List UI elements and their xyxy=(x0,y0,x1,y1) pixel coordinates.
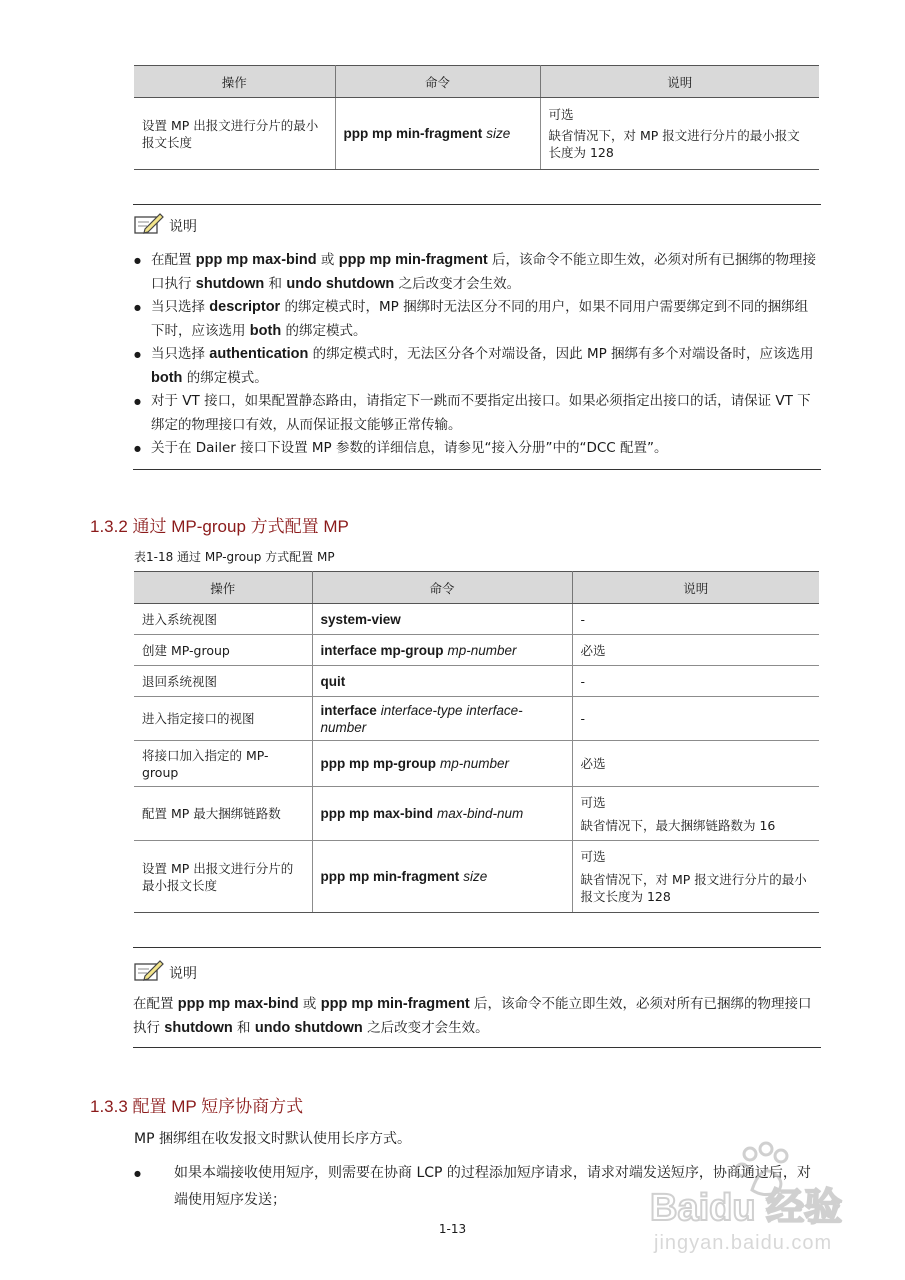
command-argument: size xyxy=(486,126,511,141)
cell-command xyxy=(312,741,572,787)
command-keyword: ppp mp min-fragment xyxy=(320,996,470,1012)
note-text xyxy=(133,992,821,1040)
text-run: 和 xyxy=(232,1020,255,1036)
command-argument: interface-type interface-number xyxy=(320,702,523,735)
cell-command xyxy=(312,635,572,666)
text-run: 之后改变才会生效。 xyxy=(394,275,521,292)
table-header-row xyxy=(134,572,819,604)
command-keyword: quit xyxy=(320,673,346,689)
command-argument: size xyxy=(463,869,488,884)
text-run: 当只选择 xyxy=(151,346,210,362)
desc-line: 缺省情况下，最大捆绑链路数为 16 xyxy=(580,817,776,833)
text-run: 的绑定模式时，MP 捆绑时无法区分不同的用户，如果不同用户需要绑定到不同的捆绑组下时，应该选用 xyxy=(151,299,809,339)
command-keyword: shutdown xyxy=(164,1020,233,1036)
desc-line: 缺省情况下，对 MP 报文进行分片的最小报文长度为 128 xyxy=(548,128,800,160)
header-command: 命令 xyxy=(335,66,540,98)
note-pencil-icon xyxy=(133,211,165,241)
command-keyword: undo shutdown xyxy=(254,1020,363,1036)
command-keyword: ppp mp min-fragment xyxy=(338,252,488,268)
text-run: 或 xyxy=(316,252,339,268)
command-keyword: authentication xyxy=(209,346,309,362)
desc-line: 必选 xyxy=(580,642,606,658)
note-header xyxy=(133,209,821,243)
command-keyword: ppp mp mp-group xyxy=(320,756,436,771)
text-run: 后，该命令不能立即生效，必须对所有已捆绑的物理接口执行 xyxy=(151,252,817,292)
cell-command xyxy=(312,697,572,741)
watermark-url: jingyan.baidu.com xyxy=(654,1232,833,1254)
cell-operation: 进入系统视图 xyxy=(134,604,312,635)
command-keyword: both xyxy=(151,369,183,386)
list-item xyxy=(133,296,821,343)
note-pencil-icon xyxy=(133,958,165,988)
desc-line: 可选 xyxy=(580,849,606,864)
cell-command xyxy=(312,841,572,913)
text-run: 或 xyxy=(298,996,321,1012)
note-header xyxy=(133,956,821,990)
table-row xyxy=(134,787,819,841)
desc-line: - xyxy=(580,611,586,627)
text-run: 在配置 xyxy=(151,252,196,268)
cell-description xyxy=(572,787,819,841)
desc-line: 必选 xyxy=(580,756,606,771)
text-run: 的绑定模式时，无法区分各个对端设备，因此 MP 捆绑有多个对端设备时，应该选用 xyxy=(308,346,814,362)
text-run: 对于 VT 接口，如果配置静态路由，请指定下一跳而不要指定出接口。如果必须指定出接口的话，请保证 VT 下绑定的物理接口有效，从而保证报文能够正常传输。 xyxy=(151,393,811,433)
text-run: 的绑定模式。 xyxy=(281,322,367,339)
text-run: 和 xyxy=(264,275,287,292)
command-keyword: ppp mp max-bind xyxy=(177,996,299,1012)
cell-operation: 配置 MP 最大捆绑链路数 xyxy=(134,787,312,841)
cell-operation: 将接口加入指定的 MP-group xyxy=(134,741,312,787)
header-command: 命令 xyxy=(312,572,572,604)
command-argument: mp-number xyxy=(439,756,509,771)
cell-command xyxy=(312,604,572,635)
note-label: 说明 xyxy=(169,966,197,982)
cell-command xyxy=(312,666,572,697)
desc-line: 可选 xyxy=(580,794,606,810)
cell-description xyxy=(572,741,819,787)
table-row xyxy=(134,741,819,787)
command-keyword: ppp mp max-bind xyxy=(195,252,317,268)
cell-description xyxy=(572,841,819,913)
table-row xyxy=(134,666,819,697)
command-keyword: system-view xyxy=(320,611,401,627)
bullet-text: 如果本端接收使用短序，则需要在协商 LCP 的过程添加短序请求，请求对端发送短序，协商通过后，对端使用短序发送； xyxy=(174,1165,811,1208)
desc-line: - xyxy=(580,673,586,689)
table-row xyxy=(134,604,819,635)
header-operation: 操作 xyxy=(134,66,335,98)
table-row xyxy=(134,841,819,913)
cell-description xyxy=(572,697,819,741)
cell-operation: 创建 MP-group xyxy=(134,635,312,666)
cell-command xyxy=(312,787,572,841)
text-run: 后，该命令不能立即生效，必须对所有已捆绑的物理接口执行 xyxy=(133,996,812,1036)
desc-line: 可选 xyxy=(548,107,574,122)
note-bullet-list xyxy=(133,249,821,461)
cell-operation: 设置 MP 出报文进行分片的最小报文长度 xyxy=(134,98,335,170)
list-item xyxy=(133,390,821,437)
cell-command xyxy=(335,98,540,170)
bullet-dot: ● xyxy=(134,1169,141,1178)
section-heading-1-3-3: 1.3.3 配置 MP 短序协商方式 xyxy=(90,1097,304,1116)
note-box xyxy=(133,947,821,1048)
text-run: 之后改变才会生效。 xyxy=(362,1020,489,1036)
cell-description xyxy=(572,666,819,697)
watermark xyxy=(630,1140,890,1270)
list-item xyxy=(133,437,821,461)
section-heading-1-3-2: 1.3.2 通过 MP-group 方式配置 MP xyxy=(90,517,349,536)
desc-line: - xyxy=(580,711,586,726)
command-keyword: ppp mp min-fragment xyxy=(343,126,483,141)
list-item xyxy=(133,249,821,296)
command-keyword: shutdown xyxy=(195,275,265,292)
command-keyword: ppp mp max-bind xyxy=(320,806,433,821)
text-run: 的绑定模式。 xyxy=(182,369,268,386)
cell-description xyxy=(572,604,819,635)
text-run: 在配置 xyxy=(133,996,178,1012)
command-argument: max-bind-num xyxy=(436,806,524,821)
command-keyword: ppp mp min-fragment xyxy=(320,869,460,884)
table-row xyxy=(134,98,819,170)
table-caption: 表1-18 通过 MP-group 方式配置 MP xyxy=(134,550,335,564)
desc-line: 缺省情况下，对 MP 报文进行分片的最小报文长度为 128 xyxy=(580,872,807,904)
cell-operation: 设置 MP 出报文进行分片的最小报文长度 xyxy=(134,841,312,913)
command-keyword: interface mp-group xyxy=(320,642,444,658)
watermark-logo: Baidu 经验 xyxy=(650,1187,843,1229)
header-operation: 操作 xyxy=(134,572,312,604)
table-row xyxy=(134,697,819,741)
section-intro: MP 捆绑组在收发报文时默认使用长序方式。 xyxy=(134,1131,411,1147)
header-description: 说明 xyxy=(540,66,819,98)
cell-operation: 退回系统视图 xyxy=(134,666,312,697)
mp-group-table xyxy=(134,571,819,913)
note-box xyxy=(133,204,821,470)
command-keyword: both xyxy=(249,322,282,339)
header-description: 说明 xyxy=(572,572,819,604)
top-table xyxy=(134,65,819,170)
cell-operation: 进入指定接口的视图 xyxy=(134,697,312,741)
command-keyword: interface xyxy=(320,702,377,718)
page-number: 1-13 xyxy=(438,1222,467,1236)
text-run: 关于在 Dailer 接口下设置 MP 参数的详细信息，请参见“接入分册”中的“DCC 配置”。 xyxy=(151,440,668,456)
note-label: 说明 xyxy=(169,219,197,235)
command-keyword: undo shutdown xyxy=(286,275,395,292)
command-keyword: descriptor xyxy=(209,299,281,315)
cell-description xyxy=(572,635,819,666)
table-header-row xyxy=(134,66,819,98)
list-item xyxy=(133,343,821,390)
text-run: 当只选择 xyxy=(151,299,210,315)
table-row xyxy=(134,635,819,666)
command-argument: mp-number xyxy=(447,642,517,658)
cell-description xyxy=(540,98,819,170)
